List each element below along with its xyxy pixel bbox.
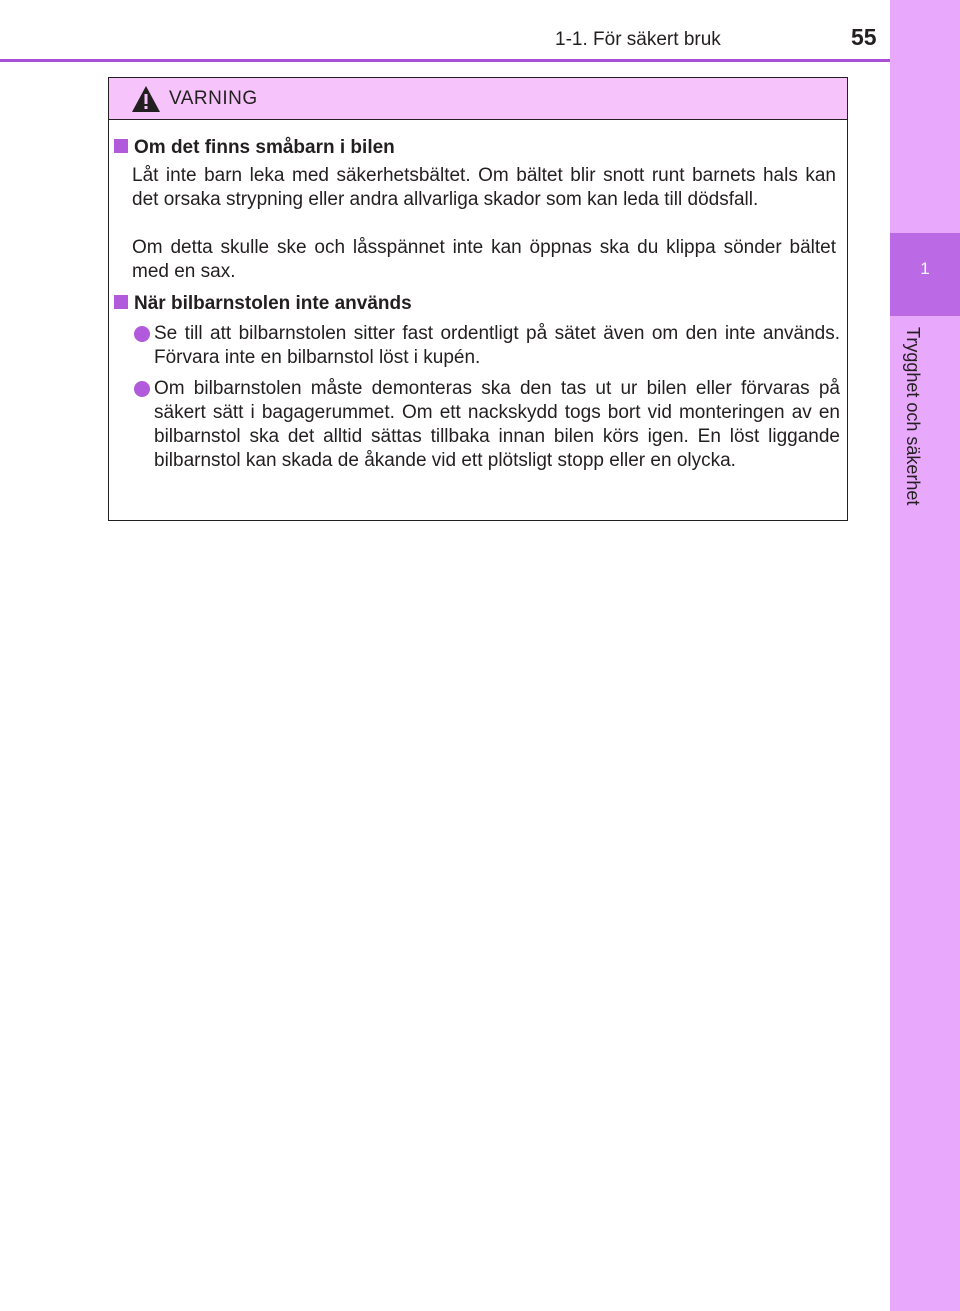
round-bullet-icon bbox=[134, 381, 150, 397]
heading-text: Om det finns småbarn i bilen bbox=[134, 137, 395, 158]
header-divider bbox=[0, 59, 890, 62]
bullet-secure-seat: Se till att bilbarnstolen sitter fast ordentligt på sätet även om den inte används. Förvara inte en bilbarnstol löst i kupén. bbox=[154, 323, 840, 368]
paragraph-scissors: Om detta skulle ske och låsspännet inte kan öppnas ska du klippa sönder bältet med en sax. bbox=[132, 237, 836, 282]
warning-title: VARNING bbox=[169, 88, 258, 109]
page-header bbox=[0, 0, 890, 62]
warning-triangle-icon bbox=[131, 85, 161, 113]
chapter-side-tab bbox=[890, 0, 960, 1311]
chapter-title: Trygghet och säkerhet bbox=[903, 327, 923, 506]
section-title: 1-1. För säkert bruk bbox=[555, 29, 721, 50]
bullet-remove-seat: Om bilbarnstolen måste demonteras ska den tas ut ur bilen eller förvaras på säkert sätt i bagagerummet. Om ett nackskydd togs bort vid monteringen av en bilbarnstol ska det alltid sättas tillbaka innan bilen körs igen. En löst liggande bilbarnstol kan skada de åkande vid ett plötsligt stopp eller en olycka. bbox=[154, 378, 840, 471]
square-bullet-icon bbox=[114, 295, 128, 309]
paragraph-seatbelt: Låt inte barn leka med säkerhetsbältet. Om bältet blir snott runt barnets hals kan det orsaka strypning eller andra allvarliga skador som kan leda till dödsfall. bbox=[132, 165, 836, 210]
chapter-number: 1 bbox=[920, 259, 930, 278]
section-heading-small-children bbox=[114, 137, 395, 159]
warning-box bbox=[108, 77, 848, 521]
section-heading-child-seat bbox=[114, 293, 412, 315]
round-bullet-icon bbox=[134, 326, 150, 342]
warning-header bbox=[109, 78, 847, 120]
heading-text: När bilbarnstolen inte används bbox=[134, 293, 412, 314]
page-number: 55 bbox=[851, 24, 877, 50]
square-bullet-icon bbox=[114, 139, 128, 153]
